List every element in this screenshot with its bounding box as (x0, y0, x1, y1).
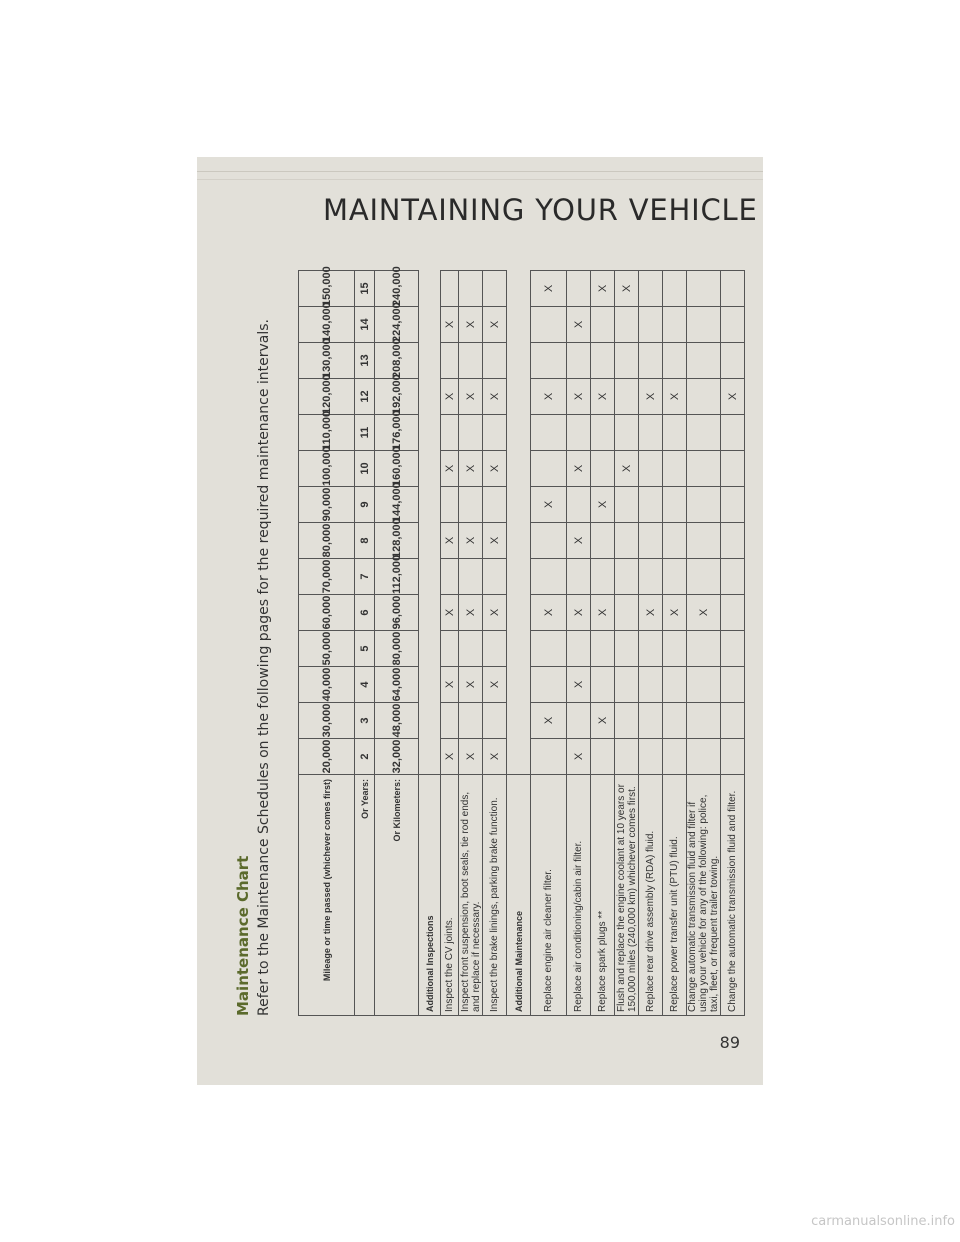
interval-mark-cell (615, 487, 639, 523)
interval-mark-cell: X (615, 271, 639, 307)
interval-mark-cell: X (459, 595, 483, 631)
header-years-cell: 14 (355, 307, 375, 343)
interval-mark-cell: X (459, 451, 483, 487)
interval-mark-cell (591, 307, 615, 343)
interval-mark-cell: X (567, 667, 591, 703)
header-kilometers-cell: 48,000 (375, 703, 419, 739)
header-mileage-cell: 100,000 (299, 451, 355, 487)
header-kilometers-cell: 144,000 (375, 487, 419, 523)
page-header-rule (197, 171, 763, 172)
header-kilometers-cell: 96,000 (375, 595, 419, 631)
header-kilometers-cell: 128,000 (375, 523, 419, 559)
table-row (591, 271, 615, 1016)
section-blank-cell (419, 271, 441, 307)
interval-mark-cell (663, 631, 687, 667)
interval-mark-cell: X (441, 739, 459, 775)
interval-mark-cell: X (531, 271, 567, 307)
interval-mark-cell (531, 343, 567, 379)
section-blank-cell (507, 451, 531, 487)
header-mileage-cell: 70,000 (299, 559, 355, 595)
interval-mark-cell (687, 451, 721, 487)
interval-mark-cell: X (531, 703, 567, 739)
section-blank-cell (507, 415, 531, 451)
interval-mark-cell (615, 703, 639, 739)
section-blank-cell (507, 667, 531, 703)
interval-mark-cell: X (687, 595, 721, 631)
interval-mark-cell (591, 343, 615, 379)
interval-mark-cell (687, 739, 721, 775)
page-header-rule-secondary (197, 179, 763, 180)
interval-mark-cell (721, 523, 745, 559)
interval-mark-cell (459, 487, 483, 523)
interval-mark-cell: X (459, 307, 483, 343)
task-label: Inspect the CV joints. (441, 775, 459, 1016)
interval-mark-cell (591, 451, 615, 487)
section-header: MAINTAINING YOUR VEHICLE (323, 193, 758, 227)
interval-mark-cell: X (591, 379, 615, 415)
interval-mark-cell (531, 739, 567, 775)
interval-mark-cell (567, 631, 591, 667)
interval-mark-cell: X (441, 667, 459, 703)
interval-mark-cell: X (663, 379, 687, 415)
header-mileage-cell: 120,000 (299, 379, 355, 415)
interval-mark-cell (687, 523, 721, 559)
interval-mark-cell (567, 271, 591, 307)
section-blank-cell (419, 595, 441, 631)
interval-mark-cell: X (567, 307, 591, 343)
interval-mark-cell (721, 559, 745, 595)
task-label: Replace power transfer unit (PTU) fluid. (663, 775, 687, 1016)
interval-mark-cell (459, 343, 483, 379)
header-kilometers-cell: 208,000 (375, 343, 419, 379)
interval-mark-cell (483, 487, 507, 523)
interval-mark-cell: X (591, 703, 615, 739)
header-years-label: Or Years: (355, 775, 375, 1016)
task-label: Replace air conditioning/cabin air filter. (567, 775, 591, 1016)
interval-mark-cell (567, 415, 591, 451)
interval-mark-cell (615, 559, 639, 595)
interval-mark-cell (639, 523, 663, 559)
interval-mark-cell (531, 451, 567, 487)
header-years-cell: 11 (355, 415, 375, 451)
interval-mark-cell: X (567, 451, 591, 487)
interval-mark-cell (663, 523, 687, 559)
interval-mark-cell (687, 307, 721, 343)
interval-mark-cell (663, 667, 687, 703)
interval-mark-cell: X (483, 307, 507, 343)
interval-mark-cell (721, 487, 745, 523)
section-blank-cell (419, 451, 441, 487)
section-title: Additional Maintenance (507, 775, 531, 1016)
header-kilometers-cell: 64,000 (375, 667, 419, 703)
section-blank-cell (507, 343, 531, 379)
table-row (567, 271, 591, 1016)
interval-mark-cell: X (615, 451, 639, 487)
table-row (441, 271, 459, 1016)
header-kilometers-cell: 160,000 (375, 451, 419, 487)
interval-mark-cell (687, 379, 721, 415)
interval-mark-cell (615, 631, 639, 667)
interval-mark-cell (483, 559, 507, 595)
table-row (639, 271, 663, 1016)
header-kilometers-cell: 80,000 (375, 631, 419, 667)
section-blank-cell (507, 379, 531, 415)
header-kilometers-cell: 32,000 (375, 739, 419, 775)
interval-mark-cell: X (483, 667, 507, 703)
header-years-cell: 8 (355, 523, 375, 559)
interval-mark-cell: X (459, 379, 483, 415)
interval-mark-cell: X (591, 487, 615, 523)
interval-mark-cell (615, 307, 639, 343)
interval-mark-cell (687, 703, 721, 739)
section-blank-cell (419, 559, 441, 595)
interval-mark-cell: X (483, 739, 507, 775)
interval-mark-cell: X (639, 595, 663, 631)
section-blank-cell (419, 703, 441, 739)
interval-mark-cell (721, 343, 745, 379)
header-mileage-cell: 80,000 (299, 523, 355, 559)
interval-mark-cell (639, 271, 663, 307)
section-blank-cell (419, 667, 441, 703)
interval-mark-cell (639, 307, 663, 343)
task-label: Replace spark plugs ** (591, 775, 615, 1016)
interval-mark-cell: X (639, 379, 663, 415)
task-label: Replace rear drive assembly (RDA) fluid. (639, 775, 663, 1016)
interval-mark-cell (721, 415, 745, 451)
interval-mark-cell: X (567, 523, 591, 559)
interval-mark-cell (639, 631, 663, 667)
section-blank-cell (507, 631, 531, 667)
interval-mark-cell: X (531, 595, 567, 631)
interval-mark-cell (441, 631, 459, 667)
interval-mark-cell (531, 415, 567, 451)
interval-mark-cell (441, 415, 459, 451)
interval-mark-cell: X (591, 595, 615, 631)
interval-mark-cell (687, 271, 721, 307)
interval-mark-cell (567, 703, 591, 739)
header-kilometers-cell: 224,000 (375, 307, 419, 343)
section-blank-cell (419, 307, 441, 343)
section-row (507, 271, 531, 1016)
interval-mark-cell (615, 343, 639, 379)
section-blank-cell (419, 379, 441, 415)
interval-mark-cell: X (663, 595, 687, 631)
interval-mark-cell: X (567, 595, 591, 631)
section-blank-cell (507, 703, 531, 739)
interval-mark-cell: X (567, 739, 591, 775)
header-mileage-cell: 50,000 (299, 631, 355, 667)
task-label: Change the automatic transmission fluid and filter. (721, 775, 745, 1016)
interval-mark-cell: X (441, 451, 459, 487)
header-years-cell: 10 (355, 451, 375, 487)
header-mileage-cell: 20,000 (299, 739, 355, 775)
interval-mark-cell: X (483, 451, 507, 487)
header-mileage-cell: 130,000 (299, 343, 355, 379)
interval-mark-cell (721, 739, 745, 775)
page-number: 89 (719, 1033, 740, 1052)
header-years-cell: 12 (355, 379, 375, 415)
section-blank-cell (419, 343, 441, 379)
interval-mark-cell (639, 487, 663, 523)
interval-mark-cell (531, 523, 567, 559)
interval-mark-cell (441, 559, 459, 595)
chart-intro: Refer to the Maintenance Schedules on the following pages for the required maintenance intervals. (256, 318, 272, 1016)
task-label: Inspect front suspension, boot seals, tie rod ends, and replace if necessary. (459, 775, 483, 1016)
section-blank-cell (419, 415, 441, 451)
interval-mark-cell (687, 631, 721, 667)
interval-mark-cell (483, 415, 507, 451)
interval-mark-cell: X (721, 379, 745, 415)
maintenance-table-body (299, 266, 745, 1016)
interval-mark-cell: X (483, 595, 507, 631)
interval-mark-cell (441, 703, 459, 739)
interval-mark-cell (639, 343, 663, 379)
interval-mark-cell (639, 703, 663, 739)
interval-mark-cell (687, 667, 721, 703)
interval-mark-cell (721, 667, 745, 703)
interval-mark-cell (531, 631, 567, 667)
header-mileage-cell: 90,000 (299, 487, 355, 523)
interval-mark-cell (615, 415, 639, 451)
interval-mark-cell: X (441, 523, 459, 559)
interval-mark-cell (639, 415, 663, 451)
interval-mark-cell (615, 595, 639, 631)
interval-mark-cell (483, 343, 507, 379)
interval-mark-cell (531, 559, 567, 595)
table-row (459, 271, 483, 1016)
header-mileage-cell: 40,000 (299, 667, 355, 703)
interval-mark-cell (663, 703, 687, 739)
interval-mark-cell (483, 703, 507, 739)
interval-mark-cell (615, 739, 639, 775)
section-blank-cell (507, 595, 531, 631)
header-years-cell: 9 (355, 487, 375, 523)
interval-mark-cell (721, 595, 745, 631)
interval-mark-cell (663, 487, 687, 523)
interval-mark-cell (615, 523, 639, 559)
interval-mark-cell (615, 379, 639, 415)
interval-mark-cell (639, 667, 663, 703)
chart-heading-block (233, 319, 275, 1016)
interval-mark-cell: X (483, 523, 507, 559)
interval-mark-cell (591, 415, 615, 451)
interval-mark-cell (663, 559, 687, 595)
table-row (721, 271, 745, 1016)
interval-mark-cell: X (441, 379, 459, 415)
table-row (483, 271, 507, 1016)
section-blank-cell (419, 487, 441, 523)
interval-mark-cell (483, 271, 507, 307)
header-kilometers-cell: 240,000 (375, 271, 419, 307)
interval-mark-cell (459, 559, 483, 595)
task-label: Replace engine air cleaner filter. (531, 775, 567, 1016)
section-blank-cell (507, 559, 531, 595)
section-blank-cell (419, 523, 441, 559)
interval-mark-cell: X (459, 739, 483, 775)
maintenance-table (298, 266, 745, 1016)
interval-mark-cell (567, 343, 591, 379)
interval-mark-cell (531, 667, 567, 703)
header-mileage-cell: 30,000 (299, 703, 355, 739)
section-blank-cell (507, 271, 531, 307)
header-mileage-cell: 60,000 (299, 595, 355, 631)
interval-mark-cell (639, 739, 663, 775)
interval-mark-cell (591, 667, 615, 703)
interval-mark-cell (591, 631, 615, 667)
interval-mark-cell (687, 559, 721, 595)
interval-mark-cell (459, 703, 483, 739)
interval-mark-cell (567, 487, 591, 523)
section-row (419, 271, 441, 1016)
header-km-label: Or Kilometers: (375, 775, 419, 1016)
interval-mark-cell (591, 523, 615, 559)
table-row (615, 271, 639, 1016)
interval-mark-cell (663, 739, 687, 775)
header-years-cell: 3 (355, 703, 375, 739)
interval-mark-cell (663, 307, 687, 343)
interval-mark-cell (483, 631, 507, 667)
header-row-years (355, 271, 375, 1016)
interval-mark-cell (721, 271, 745, 307)
interval-mark-cell (615, 667, 639, 703)
table-row (531, 271, 567, 1016)
task-label: Inspect the brake linings, parking brake function. (483, 775, 507, 1016)
interval-mark-cell (639, 451, 663, 487)
interval-mark-cell (591, 739, 615, 775)
maintenance-table-container (298, 266, 739, 1016)
interval-mark-cell (591, 559, 615, 595)
interval-mark-cell (721, 703, 745, 739)
header-years-cell: 15 (355, 271, 375, 307)
interval-mark-cell (459, 631, 483, 667)
interval-mark-cell (687, 343, 721, 379)
interval-mark-cell: X (441, 307, 459, 343)
header-mileage-cell: 110,000 (299, 415, 355, 451)
interval-mark-cell: X (459, 667, 483, 703)
interval-mark-cell: X (483, 379, 507, 415)
table-row (687, 271, 721, 1016)
interval-mark-cell (567, 559, 591, 595)
header-mileage-cell: 140,000 (299, 307, 355, 343)
section-blank-cell (507, 739, 531, 775)
interval-mark-cell (663, 451, 687, 487)
header-row-kilometers (375, 271, 419, 1016)
interval-mark-cell: X (441, 595, 459, 631)
interval-mark-cell: X (591, 271, 615, 307)
interval-mark-cell (663, 343, 687, 379)
interval-mark-cell: X (531, 379, 567, 415)
header-years-cell: 5 (355, 631, 375, 667)
header-years-cell: 6 (355, 595, 375, 631)
task-label: Flush and replace the engine coolant at 10 years or 150,000 miles (240,000 km) whichever comes first. (615, 775, 639, 1016)
header-years-cell: 4 (355, 667, 375, 703)
header-mileage-cell: 150,000 (299, 271, 355, 307)
interval-mark-cell (721, 631, 745, 667)
interval-mark-cell (721, 307, 745, 343)
section-blank-cell (419, 739, 441, 775)
header-years-cell: 2 (355, 739, 375, 775)
interval-mark-cell (441, 487, 459, 523)
section-blank-cell (507, 523, 531, 559)
interval-mark-cell (687, 487, 721, 523)
interval-mark-cell (441, 343, 459, 379)
watermark: carmanualsonline.info (811, 1214, 955, 1229)
section-blank-cell (507, 307, 531, 343)
interval-mark-cell: X (567, 379, 591, 415)
header-years-cell: 13 (355, 343, 375, 379)
task-label: Change automatic transmission fluid and filter if using your vehicle for any of the following: police, taxi, fleet, or frequent trailer towing. (687, 775, 721, 1016)
interval-mark-cell (687, 415, 721, 451)
chart-title: Maintenance Chart (234, 855, 252, 1016)
interval-mark-cell (663, 415, 687, 451)
interval-mark-cell (441, 271, 459, 307)
table-row (663, 271, 687, 1016)
interval-mark-cell (639, 559, 663, 595)
interval-mark-cell (459, 415, 483, 451)
section-blank-cell (507, 487, 531, 523)
header-kilometers-cell: 112,000 (375, 559, 419, 595)
interval-mark-cell: X (459, 523, 483, 559)
interval-mark-cell (531, 307, 567, 343)
header-row-mileage (299, 271, 355, 1016)
interval-mark-cell (721, 451, 745, 487)
interval-mark-cell (459, 271, 483, 307)
header-kilometers-cell: 176,000 (375, 415, 419, 451)
section-blank-cell (419, 631, 441, 667)
interval-mark-cell (663, 271, 687, 307)
header-kilometers-cell: 192,000 (375, 379, 419, 415)
header-mileage-label: Mileage or time passed (whichever comes first) (299, 775, 355, 1016)
section-title: Additional Inspections (419, 775, 441, 1016)
header-years-cell: 7 (355, 559, 375, 595)
interval-mark-cell: X (531, 487, 567, 523)
